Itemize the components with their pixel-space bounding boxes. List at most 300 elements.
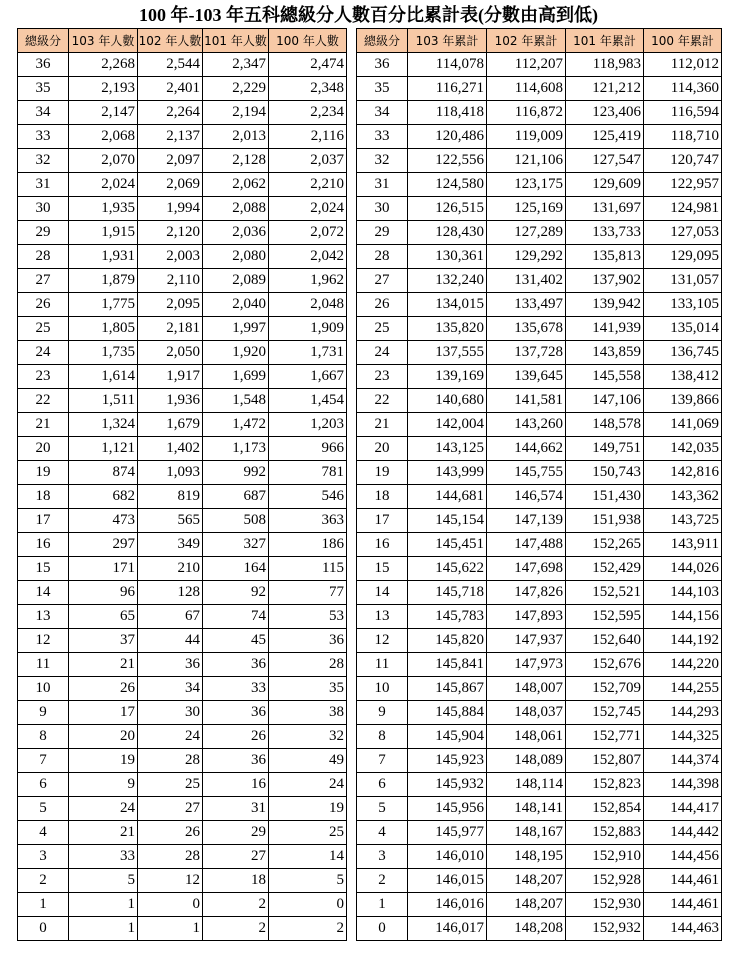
- value-cell: 134,015: [408, 293, 487, 317]
- value-cell: 144,442: [644, 821, 722, 845]
- value-cell: 148,037: [487, 701, 566, 725]
- value-cell: 112,207: [487, 53, 566, 77]
- score-cell: 22: [18, 389, 69, 413]
- value-cell: 152,676: [566, 653, 644, 677]
- value-cell: 151,938: [566, 509, 644, 533]
- value-cell: 2,401: [138, 77, 203, 101]
- value-cell: 2,193: [69, 77, 138, 101]
- score-cell: 33: [18, 125, 69, 149]
- value-cell: 2,234: [269, 101, 347, 125]
- table-row: [18, 557, 347, 581]
- score-cell: 30: [357, 197, 408, 221]
- score-cell: 4: [357, 821, 408, 845]
- value-cell: 2: [203, 893, 269, 917]
- value-cell: 133,497: [487, 293, 566, 317]
- value-cell: 1,511: [69, 389, 138, 413]
- value-cell: 2,544: [138, 53, 203, 77]
- value-cell: 118,418: [408, 101, 487, 125]
- table-row: [18, 773, 347, 797]
- score-cell: 9: [18, 701, 69, 725]
- value-cell: 145,783: [408, 605, 487, 629]
- value-cell: 131,402: [487, 269, 566, 293]
- value-cell: 119,009: [487, 125, 566, 149]
- value-cell: 121,212: [566, 77, 644, 101]
- value-cell: 44: [138, 629, 203, 653]
- value-cell: 33: [69, 845, 138, 869]
- table-row: [357, 365, 722, 389]
- score-cell: 32: [357, 149, 408, 173]
- value-cell: 144,255: [644, 677, 722, 701]
- value-cell: 145,904: [408, 725, 487, 749]
- cumulative-table: [356, 28, 722, 941]
- score-cell: 28: [357, 245, 408, 269]
- table-row: [18, 413, 347, 437]
- value-cell: 148,167: [487, 821, 566, 845]
- table-row: [357, 773, 722, 797]
- value-cell: 36: [203, 653, 269, 677]
- table-row: [357, 389, 722, 413]
- value-cell: 144,417: [644, 797, 722, 821]
- value-cell: 152,521: [566, 581, 644, 605]
- score-cell: 12: [18, 629, 69, 653]
- value-cell: 16: [203, 773, 269, 797]
- value-cell: 144,156: [644, 605, 722, 629]
- table-row: [18, 197, 347, 221]
- table-row: [357, 485, 722, 509]
- score-cell: 22: [357, 389, 408, 413]
- value-cell: 25: [138, 773, 203, 797]
- table-row: [18, 365, 347, 389]
- value-cell: 124,580: [408, 173, 487, 197]
- score-cell: 20: [18, 437, 69, 461]
- table-row: [18, 749, 347, 773]
- value-cell: 1,173: [203, 437, 269, 461]
- value-cell: 5: [269, 869, 347, 893]
- value-cell: 26: [138, 821, 203, 845]
- value-cell: 137,555: [408, 341, 487, 365]
- value-cell: 1,805: [69, 317, 138, 341]
- value-cell: 2,070: [69, 149, 138, 173]
- value-cell: 966: [269, 437, 347, 461]
- score-cell: 0: [18, 917, 69, 941]
- value-cell: 146,574: [487, 485, 566, 509]
- value-cell: 349: [138, 533, 203, 557]
- table-row: [18, 245, 347, 269]
- value-cell: 137,902: [566, 269, 644, 293]
- value-cell: 2,024: [269, 197, 347, 221]
- table-row: [357, 821, 722, 845]
- value-cell: 1,324: [69, 413, 138, 437]
- value-cell: 19: [69, 749, 138, 773]
- value-cell: 1,121: [69, 437, 138, 461]
- score-cell: 10: [18, 677, 69, 701]
- value-cell: 144,456: [644, 845, 722, 869]
- value-cell: 147,973: [487, 653, 566, 677]
- value-cell: 1,735: [69, 341, 138, 365]
- value-cell: 14: [269, 845, 347, 869]
- table-row: [357, 173, 722, 197]
- value-cell: 164: [203, 557, 269, 581]
- value-cell: 144,374: [644, 749, 722, 773]
- value-cell: 565: [138, 509, 203, 533]
- count-table-header-cell: 103 年人數: [69, 29, 138, 53]
- value-cell: 147,139: [487, 509, 566, 533]
- value-cell: 2,264: [138, 101, 203, 125]
- value-cell: 1,931: [69, 245, 138, 269]
- value-cell: 28: [138, 749, 203, 773]
- value-cell: 67: [138, 605, 203, 629]
- value-cell: 148,061: [487, 725, 566, 749]
- value-cell: 74: [203, 605, 269, 629]
- value-cell: 1,909: [269, 317, 347, 341]
- value-cell: 2,181: [138, 317, 203, 341]
- score-cell: 28: [18, 245, 69, 269]
- table-row: [357, 125, 722, 149]
- value-cell: 2,089: [203, 269, 269, 293]
- value-cell: 992: [203, 461, 269, 485]
- value-cell: 2,036: [203, 221, 269, 245]
- score-cell: 2: [18, 869, 69, 893]
- score-cell: 0: [357, 917, 408, 941]
- score-cell: 16: [357, 533, 408, 557]
- value-cell: 145,451: [408, 533, 487, 557]
- count-table-header-cell: 102 年人數: [138, 29, 203, 53]
- value-cell: 1: [69, 917, 138, 941]
- table-row: [357, 245, 722, 269]
- value-cell: 120,486: [408, 125, 487, 149]
- score-cell: 18: [357, 485, 408, 509]
- value-cell: 122,556: [408, 149, 487, 173]
- value-cell: 682: [69, 485, 138, 509]
- score-cell: 34: [357, 101, 408, 125]
- value-cell: 0: [269, 893, 347, 917]
- value-cell: 145,154: [408, 509, 487, 533]
- value-cell: 2,110: [138, 269, 203, 293]
- value-cell: 127,289: [487, 221, 566, 245]
- cumulative-table-header-cell: 100 年累計: [644, 29, 722, 53]
- table-row: [357, 893, 722, 917]
- score-cell: 3: [357, 845, 408, 869]
- table-row: [18, 797, 347, 821]
- value-cell: 122,957: [644, 173, 722, 197]
- value-cell: 152,883: [566, 821, 644, 845]
- value-cell: 96: [69, 581, 138, 605]
- value-cell: 148,007: [487, 677, 566, 701]
- value-cell: 145,622: [408, 557, 487, 581]
- value-cell: 136,745: [644, 341, 722, 365]
- value-cell: 148,141: [487, 797, 566, 821]
- value-cell: 142,035: [644, 437, 722, 461]
- table-row: [18, 77, 347, 101]
- score-cell: 36: [18, 53, 69, 77]
- score-cell: 14: [357, 581, 408, 605]
- value-cell: 1,731: [269, 341, 347, 365]
- score-cell: 24: [18, 341, 69, 365]
- value-cell: 18: [203, 869, 269, 893]
- value-cell: 2,040: [203, 293, 269, 317]
- value-cell: 152,910: [566, 845, 644, 869]
- value-cell: 131,057: [644, 269, 722, 293]
- table-row: [357, 437, 722, 461]
- value-cell: 145,867: [408, 677, 487, 701]
- value-cell: 27: [138, 797, 203, 821]
- value-cell: 1,915: [69, 221, 138, 245]
- cumulative-table-header-cell: 總級分: [357, 29, 408, 53]
- table-row: [357, 581, 722, 605]
- value-cell: 133,733: [566, 221, 644, 245]
- score-cell: 5: [357, 797, 408, 821]
- value-cell: 171: [69, 557, 138, 581]
- score-cell: 33: [357, 125, 408, 149]
- value-cell: 2,080: [203, 245, 269, 269]
- value-cell: 1,203: [269, 413, 347, 437]
- table-row: [357, 101, 722, 125]
- score-cell: 31: [357, 173, 408, 197]
- table-row: [18, 101, 347, 125]
- table-row: [18, 437, 347, 461]
- table-row: [357, 341, 722, 365]
- score-cell: 2: [357, 869, 408, 893]
- value-cell: 145,932: [408, 773, 487, 797]
- value-cell: 24: [138, 725, 203, 749]
- value-cell: 152,640: [566, 629, 644, 653]
- value-cell: 819: [138, 485, 203, 509]
- value-cell: 152,928: [566, 869, 644, 893]
- table-row: [357, 629, 722, 653]
- value-cell: 145,718: [408, 581, 487, 605]
- table-row: [18, 461, 347, 485]
- score-cell: 16: [18, 533, 69, 557]
- value-cell: 144,192: [644, 629, 722, 653]
- value-cell: 2,128: [203, 149, 269, 173]
- value-cell: 121,106: [487, 149, 566, 173]
- value-cell: 135,813: [566, 245, 644, 269]
- value-cell: 2: [203, 917, 269, 941]
- score-cell: 11: [18, 653, 69, 677]
- value-cell: 1,936: [138, 389, 203, 413]
- value-cell: 145,841: [408, 653, 487, 677]
- value-cell: 127,053: [644, 221, 722, 245]
- value-cell: 147,893: [487, 605, 566, 629]
- score-cell: 7: [18, 749, 69, 773]
- score-cell: 26: [18, 293, 69, 317]
- value-cell: 147,937: [487, 629, 566, 653]
- value-cell: 27: [203, 845, 269, 869]
- table-row: [18, 629, 347, 653]
- value-cell: 144,461: [644, 869, 722, 893]
- value-cell: 127,547: [566, 149, 644, 173]
- value-cell: 144,220: [644, 653, 722, 677]
- score-cell: 10: [357, 677, 408, 701]
- value-cell: 5: [69, 869, 138, 893]
- value-cell: 1,454: [269, 389, 347, 413]
- table-row: [18, 917, 347, 941]
- score-cell: 29: [18, 221, 69, 245]
- value-cell: 9: [69, 773, 138, 797]
- value-cell: 37: [69, 629, 138, 653]
- value-cell: 144,026: [644, 557, 722, 581]
- value-cell: 1,679: [138, 413, 203, 437]
- value-cell: 36: [203, 701, 269, 725]
- value-cell: 139,942: [566, 293, 644, 317]
- score-cell: 21: [18, 413, 69, 437]
- value-cell: 2,037: [269, 149, 347, 173]
- value-cell: 146,015: [408, 869, 487, 893]
- count-table: [17, 28, 347, 941]
- value-cell: 148,195: [487, 845, 566, 869]
- value-cell: 2,069: [138, 173, 203, 197]
- table-row: [357, 269, 722, 293]
- score-cell: 23: [357, 365, 408, 389]
- value-cell: 35: [269, 677, 347, 701]
- table-row: [357, 869, 722, 893]
- value-cell: 118,710: [644, 125, 722, 149]
- score-cell: 12: [357, 629, 408, 653]
- value-cell: 2,048: [269, 293, 347, 317]
- value-cell: 132,240: [408, 269, 487, 293]
- table-row: [357, 701, 722, 725]
- value-cell: 144,103: [644, 581, 722, 605]
- value-cell: 28: [138, 845, 203, 869]
- value-cell: 1,994: [138, 197, 203, 221]
- value-cell: 2,194: [203, 101, 269, 125]
- value-cell: 145,820: [408, 629, 487, 653]
- table-row: [18, 653, 347, 677]
- value-cell: 2,003: [138, 245, 203, 269]
- table-row: [18, 293, 347, 317]
- table-row: [18, 53, 347, 77]
- value-cell: 116,594: [644, 101, 722, 125]
- value-cell: 143,859: [566, 341, 644, 365]
- table-row: [357, 293, 722, 317]
- table-row: [18, 725, 347, 749]
- value-cell: 148,207: [487, 869, 566, 893]
- score-cell: 4: [18, 821, 69, 845]
- value-cell: 143,125: [408, 437, 487, 461]
- value-cell: 148,089: [487, 749, 566, 773]
- value-cell: 114,078: [408, 53, 487, 77]
- table-row: [357, 461, 722, 485]
- value-cell: 21: [69, 821, 138, 845]
- value-cell: 125,169: [487, 197, 566, 221]
- value-cell: 1,402: [138, 437, 203, 461]
- value-cell: 114,608: [487, 77, 566, 101]
- value-cell: 147,106: [566, 389, 644, 413]
- value-cell: 138,412: [644, 365, 722, 389]
- value-cell: 92: [203, 581, 269, 605]
- value-cell: 49: [269, 749, 347, 773]
- value-cell: 140,680: [408, 389, 487, 413]
- value-cell: 874: [69, 461, 138, 485]
- value-cell: 129,292: [487, 245, 566, 269]
- table-row: [357, 725, 722, 749]
- value-cell: 25: [269, 821, 347, 845]
- value-cell: 152,745: [566, 701, 644, 725]
- score-cell: 27: [18, 269, 69, 293]
- value-cell: 21: [69, 653, 138, 677]
- value-cell: 152,854: [566, 797, 644, 821]
- value-cell: 139,866: [644, 389, 722, 413]
- table-row: [18, 893, 347, 917]
- value-cell: 129,095: [644, 245, 722, 269]
- score-cell: 23: [18, 365, 69, 389]
- score-cell: 24: [357, 341, 408, 365]
- value-cell: 150,743: [566, 461, 644, 485]
- value-cell: 143,362: [644, 485, 722, 509]
- value-cell: 1,667: [269, 365, 347, 389]
- value-cell: 33: [203, 677, 269, 701]
- value-cell: 124,981: [644, 197, 722, 221]
- score-cell: 29: [357, 221, 408, 245]
- score-cell: 32: [18, 149, 69, 173]
- score-cell: 17: [357, 509, 408, 533]
- value-cell: 1,699: [203, 365, 269, 389]
- count-table-header-cell: 100 年人數: [269, 29, 347, 53]
- value-cell: 2,072: [269, 221, 347, 245]
- value-cell: 12: [138, 869, 203, 893]
- value-cell: 116,872: [487, 101, 566, 125]
- value-cell: 327: [203, 533, 269, 557]
- value-cell: 1,917: [138, 365, 203, 389]
- value-cell: 30: [138, 701, 203, 725]
- score-cell: 14: [18, 581, 69, 605]
- value-cell: 65: [69, 605, 138, 629]
- value-cell: 1,775: [69, 293, 138, 317]
- value-cell: 1,614: [69, 365, 138, 389]
- value-cell: 2,474: [269, 53, 347, 77]
- score-cell: 34: [18, 101, 69, 125]
- value-cell: 147,698: [487, 557, 566, 581]
- score-cell: 25: [357, 317, 408, 341]
- value-cell: 1,920: [203, 341, 269, 365]
- cumulative-table-body: [357, 53, 722, 941]
- value-cell: 152,595: [566, 605, 644, 629]
- table-row: [18, 533, 347, 557]
- value-cell: 143,911: [644, 533, 722, 557]
- table-row: [357, 509, 722, 533]
- value-cell: 148,578: [566, 413, 644, 437]
- value-cell: 125,419: [566, 125, 644, 149]
- value-cell: 135,678: [487, 317, 566, 341]
- value-cell: 147,826: [487, 581, 566, 605]
- value-cell: 36: [138, 653, 203, 677]
- value-cell: 2,013: [203, 125, 269, 149]
- score-cell: 19: [357, 461, 408, 485]
- value-cell: 112,012: [644, 53, 722, 77]
- table-row: [357, 317, 722, 341]
- value-cell: 2,068: [69, 125, 138, 149]
- score-cell: 3: [18, 845, 69, 869]
- count-table-header-cell: 101 年人數: [203, 29, 269, 53]
- value-cell: 137,728: [487, 341, 566, 365]
- value-cell: 20: [69, 725, 138, 749]
- value-cell: 141,939: [566, 317, 644, 341]
- table-row: [18, 389, 347, 413]
- value-cell: 145,923: [408, 749, 487, 773]
- value-cell: 144,325: [644, 725, 722, 749]
- table-row: [18, 485, 347, 509]
- value-cell: 2,120: [138, 221, 203, 245]
- score-cell: 6: [18, 773, 69, 797]
- table-row: [18, 821, 347, 845]
- score-cell: 13: [357, 605, 408, 629]
- value-cell: 144,463: [644, 917, 722, 941]
- value-cell: 1,472: [203, 413, 269, 437]
- cumulative-table-header-cell: 102 年累計: [487, 29, 566, 53]
- table-row: [357, 797, 722, 821]
- value-cell: 126,515: [408, 197, 487, 221]
- value-cell: 149,751: [566, 437, 644, 461]
